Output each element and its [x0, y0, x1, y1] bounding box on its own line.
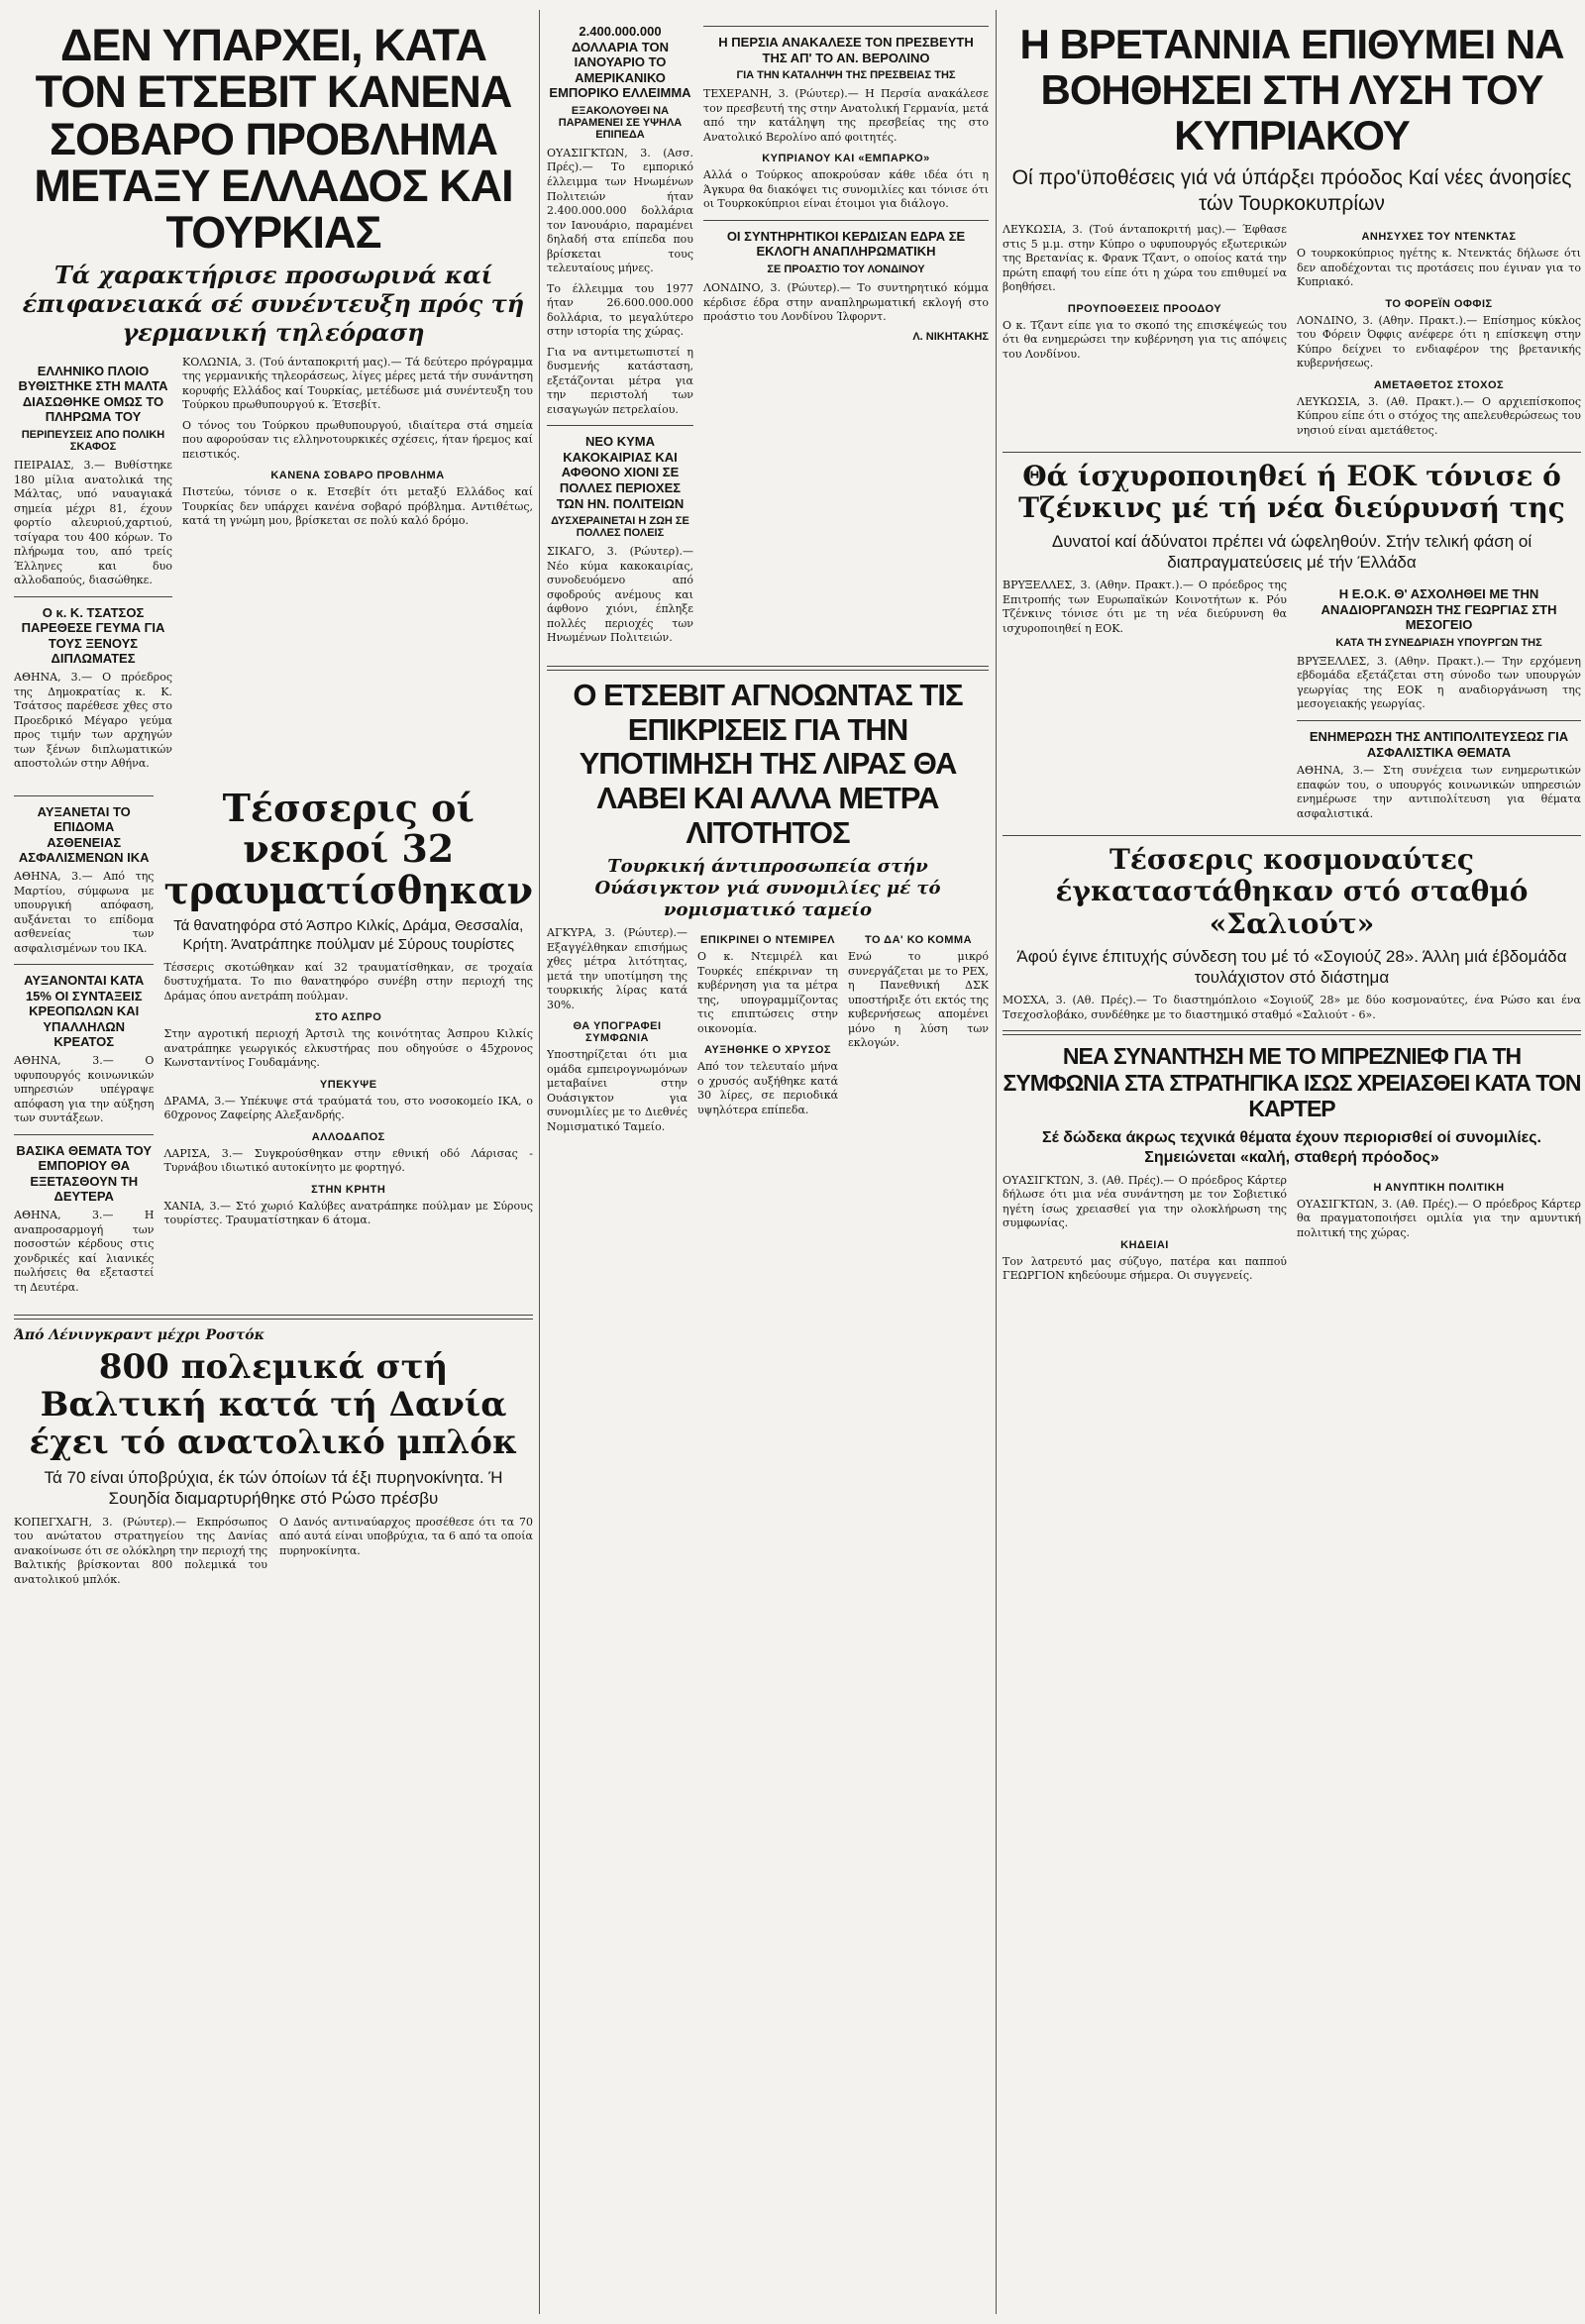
article-text: ΑΘΗΝΑ, 3.— Η αναπροσαρμογή των ποσοστών κέρδους στις χονδρικές καί λιανικές πωλήσεις θα εξεταστεί τη Δευτέρα. [14, 1209, 155, 1294]
divider [1297, 720, 1581, 721]
box-title: Η Ε.Ο.Κ. Θ' ΑΣΧΟΛΗΘΕΙ ΜΕ ΤΗΝ ΑΝΑΔΙΟΡΓΑΝΩΣΗ ΤΗΣ ΓΕΩΡΓΙΑΣ ΣΤΗ ΜΕΣΟΓΕΙΟ [1321, 586, 1557, 633]
main-headline: Η ΒΡΕΤΑΝΝΙΑ ΕΠΙΘΥΜΕΙ ΝΑ ΒΟΗΘΗΣΕΙ ΣΤΗ ΛΥΣΗ ΤΟΥ ΚΥΠΡΙΑΚΟΥ [1019, 21, 1564, 159]
article-text: Υποστηρίζεται ότι μια ομάδα εμπειρογνωμόνων μεταβαίνει στην Ουάσιγκτον για συνομιλίες με το Διεθνές Νομισματικό Ταμείο. [547, 1048, 687, 1133]
article-text: ΚΟΛΩΝΙΑ, 3. (Τού άνταποκριτή μας).— Τά δεύτερο πρόγραμμα της γερμανικής τηλεοράσεως, λίγες μέρες μετά τήν συνάντηση κορυφής Ελλάδος καί Τουρκίας, μετέδωσε μιά συνέντευξη του Τούρκου πρωθυπουργού κ. Έτσεβίτ. [182, 355, 533, 412]
article-kicker: Άπό Λένινγκραντ μέχρι Ροστόκ [14, 1327, 265, 1344]
text-column [1297, 223, 1581, 444]
text-column [1297, 579, 1581, 827]
interheading: ΑΛΛΟΔΑΠΟΣ [311, 1130, 385, 1143]
article-text: ΑΓΚΥΡΑ, 3. (Ρώυτερ).— Εξαγγέλθηκαν επισήμως χθες μέτρα λιτότητας, μετά την υποτίμηση της τουρκικής λίρας κατά 30%. [547, 926, 687, 1011]
text-column [697, 926, 838, 1140]
divider [14, 596, 172, 597]
interheading: ΕΠΙΚΡΙΝΕΙ Ο ΝΤΕΜΙΡΕΛ [700, 934, 835, 947]
sidebar-boxes [14, 356, 172, 778]
article-text: Τέσσερις σκοτώθηκαν καί 32 τραυματίσθηκαν, σε τροχαία δυστυχήματα. Το πιο θανατηφόρο συνέβη στην περιοχή της Δράμας όπου ανετράπη πούλμαν. [163, 960, 533, 1003]
article-text: ΑΘΗΝΑ, 3.— Από της Μαρτίου, σύμφωνα με υπουργική απόφαση, αυξάνεται το επίδομα ασθενείας των ασφαλισμένων του ΙΚΑ. [14, 870, 155, 955]
interheading: ΑΝΗΣΥΧΕΣ ΤΟΥ ΝΤΕΝΚΤΑΣ [1361, 231, 1517, 244]
divider [1003, 1030, 1581, 1035]
accidents-article [163, 785, 533, 1301]
article-text: Ο τόνος του Τούρκου πρωθυπουργού, ιδιαίτερα στά σημεία που αφορούσαν τις ελληνοτουρκικές σχέσεις, ήταν ήρεμος καί πειστικός. [182, 418, 533, 461]
article-text: ΛΕΥΚΩΣΙΑ, 3. (Τού άνταποκριτή μας).— Έφθασε στις 5 μ.μ. στην Κύπρο ο υφυπουργός εξωτερικών της Βρετανίας κ. Φρανκ Τζαντ, ο οποίος κατά την πρώτη επαφή του είπε ότι η χώρα του επιθυμεί να βοηθήσει. [1003, 223, 1287, 294]
box-title: 2.400.000.000 ΔΟΛΛΑΡΙΑ ΤΟΝ ΙΑΝΟΥΑΡΙΟ ΤΟ ΑΜΕΡΙΚΑΝΙΚΟ ΕΜΠΟΡΙΚΟ ΕΛΛΕΙΜΜΑ [549, 24, 691, 101]
box-title: Ο κ. Κ. ΤΣΑΤΣΟΣ ΠΑΡΕΘΕΣΕ ΓΕΥΜΑ ΓΙΑ ΤΟΥΣ ΞΕΝΟΥΣ ΔΙΠΛΩΜΑΤΕΣ [21, 604, 165, 667]
article-text: ΧΑΝΙΑ, 3.— Στό χωριό Καλύβες ανατράπηκε πούλμαν με Σύρους τουρίστες. Τραυματίστηκαν 6 άτομα. [163, 1199, 533, 1227]
ecevit-subheadline: Τουρκική άντιπροσωπεία στήν Ούάσιγκτον γιά συνομιλίες μέ τό νομισματικό ταμείο [594, 856, 941, 920]
article-text: Ενώ το μικρό συνεργάζεται με το ΡΕΧ, η Πανεθνική ΔΣΚ υποστήριξε ότι εκτός της κυβερνήσεως απομένει μόνο η λύση των εκλογών. [848, 950, 989, 1050]
divider [14, 795, 154, 796]
article-text: Τον λατρευτό μας σύζυγο, πατέρα και παππού ΓΕΩΡΓΙΟΝ κηδεύουμε σήμερα. Οι συγγενείς. [1003, 1254, 1287, 1283]
interheading: Η ΑΝΥΠΤΙΚΗ ΠΟΛΙΤΙΚΗ [1373, 1181, 1505, 1194]
divider [14, 1134, 154, 1135]
left-section [14, 0, 533, 2324]
baltic-subheadline: Τά 70 είναι ύποβρύχια, έκ τών όποίων τά έξι πυρηνοκίνητα. Ή Σουηδία διαμαρτυρήθηκε στό Ρώσο πρέσβυ [44, 1468, 503, 1509]
box-subtitle: ΓΙΑ ΤΗΝ ΚΑΤΑΛΗΨΗ ΤΗΣ ΠΡΕΣΒΕΙΑΣ ΤΗΣ [736, 69, 956, 82]
ecevit-columns [547, 926, 989, 1140]
box-title: ΕΛΛΗΝΙΚΟ ΠΛΟΙΟ ΒΥΘΙΣΤΗΚΕ ΣΤΗ ΜΑΛΤΑ ΔΙΑΣΩΘΗΚΕ ΟΜΩΣ ΤΟ ΠΛΗΡΩΜΑ ΤΟΥ [18, 363, 168, 425]
article-text: ΔΡΑΜΑ, 3.— Υπέκυψε στά τραύματά του, στο νοσοκομείο ΙΚΑ, ο 60χρονος Ζαφείρης Αλεξανδρής. [163, 1094, 533, 1122]
main-subheadline: Οί προ'ϋποθέσεις γιά νά ύπάρξει πρόοδος Καί νέες άνοησίες τών Τουρκοκυπρίων [1011, 165, 1572, 215]
main-headline: ΔΕΝ ΥΠΑΡΧΕΙ, ΚΑΤΑ ΤΟΝ ΕΤΣΕΒΙΤ ΚΑΝΕΝΑ ΣΟΒΑΡΟ ΠΡΟΒΛΗΜΑ ΜΕΤΑΞΥ ΕΛΛΑΔΟΣ ΚΑΙ ΤΟΥΡΚΙΑΣ [34, 20, 513, 258]
article-headline: Τέσσερις οί νεκροί 32 τραυματίσθηκαν [163, 785, 533, 913]
interheading: ΠΡΟΥΠΟΘΕΣΕΙΣ ΠΡΟΟΔΟΥ [1067, 302, 1222, 315]
right-section [1003, 0, 1581, 2324]
article-text: Πιστεύω, τόνισε ο κ. Ετσεβίτ ότι μεταξύ Ελλάδος καί Τουρκίας δεν υπάρχει κανένα σοβαρό πρόβλημα. Αντιθέτως, κατά τη γνώμη μου, βρίσκεται σε πολύ καλό δρόμο. [182, 485, 533, 528]
mid-columns [14, 785, 533, 1301]
article-text: Αλλά ο Τούρκος αποκρούσαν κάθε ιδέα ότι η Άγκυρα θα διακόψει τις συνομιλίες και τόνισε ότι οι Τουρκοκύπριοι είναι έτοιμοι για διάλογο. [703, 168, 989, 211]
article-text: ΛΟΝΔΙΝΟ, 3. (Αθην. Πρακτ.).— Επίσημος κύκλος του Φόρειν Όφφις ανέφερε ότι η επίσκεψη στην Κύπρο δείχνει το ενδιαφέρον της βρετανικής κυβερνήσεως. [1297, 313, 1581, 370]
byline: Λ. ΝΙΚΗΤΑΚΗΣ [912, 330, 989, 343]
interheading: ΥΠΕΚΥΨΕ [319, 1078, 377, 1091]
article-text: ΠΕΙΡΑΙΑΣ, 3.— Βυθίστηκε 180 μίλια ανατολικά της Μάλτας, υπό ναυαγιακά σημεία μέχρι 81, έχουν φορτίο αλευριού,χαρτιού, τσίγαρα του 400 κόρων. Το πλήρωμα του, από τρείς Έλληνες και δυο αλλοδαπούς, διασώθηκε. [14, 459, 172, 587]
interheading: ΤΟ ΦΟΡΕΪΝ ΟΦΦΙΣ [1385, 297, 1493, 310]
box-title: ΕΝΗΜΕΡΩΣΗ ΤΗΣ ΑΝΤΙΠΟΛΙΤΕΥΣΕΩΣ ΓΙΑ ΑΣΦΑΛΙΣΤΙΚΑ ΘΕΜΑΤΑ [1309, 728, 1569, 760]
eok-headline: Θά ίσχυροποιηθεί ή ΕΟΚ τόνισε ό Τζένκινς μέ τή νέα διεύρυνσή της [1018, 460, 1565, 525]
article-text: Ο τουρκοκύπριος ηγέτης κ. Ντενκτάς δήλωσε ότι δεν αποδέχονται τις προτάσεις που έγιναν για το Κυπριακό. [1297, 247, 1581, 289]
divider [1003, 452, 1581, 453]
article-subheadline: Τά θανατηφόρα στό Άσπρο Κιλκίς, Δράμα, Θεσσαλία, Κρήτη. Άνατράπηκε πούλμαν μέ Σύρους τουρίστες [173, 917, 524, 953]
interheading: ΘΑ ΥΠΟΓΡΑΦΕΙ ΣΥΜΦΩΝΙΑ [573, 1020, 662, 1045]
article-text: ΒΡΥΞΕΛΛΕΣ, 3. (Αθην. Πρακτ.).— Ο πρόεδρος της Επιτροπής των Ευρωπαϊκών Κοινοτήτων κ. Ρόυ Τζένκινς τόνισε ότι με τη νέα διεύρυνση θα ισχυροποιηθεί η ΕΟΚ. [1003, 579, 1287, 635]
divider [14, 1315, 533, 1320]
article-text: Ο κ. Τζαντ είπε για το σκοπό της επισκέψεώς του ότι θα ενημερώσει την κυβέρνηση για τις απόψεις του Λονδίνου. [1003, 318, 1287, 361]
box-subtitle: ΚΑΤΑ ΤΗ ΣΥΝΕΔΡΙΑΣΗ ΥΠΟΥΡΓΩΝ ΤΗΣ [1335, 636, 1542, 649]
interheading: ΣΤΟ ΑΣΠΡΟ [315, 1011, 382, 1024]
article-text: ΑΘΗΝΑ, 3.— Ο υφυπουργός κοινωνικών υπηρεσιών υπέγραψε απόφαση για την αύξηση των συντάξεων. [14, 1054, 155, 1125]
baltic-headline: 800 πολεμικά στή Βαλτική κατά τή Δανία έχει τό ανατολικό μπλόκ [29, 1346, 518, 1463]
article-text: Στην αγροτική περιοχή Άρτσιλ της κοινότητας Άσπρου Κιλκίς ανατράπηκε γεωργικός ελκυστήρας που οδηγούσε ο 45χρονος Κωνσταντίνος Γουδαμάνης. [163, 1027, 533, 1070]
divider [547, 425, 693, 426]
article-text: ΟΥΑΣΙΓΚΤΩΝ, 3. (Ασσ. Πρές).— Το εμπορικό έλλειμμα των Ηνωμένων Πολιτειών ήταν 2.400.000.000 δολλάρια τον Ιανουάριο, παραμένει δηλαδή στα επίπεδα που βρίσκεται τους τελευταίους μήνες. [547, 146, 693, 275]
cyprus-columns [1003, 223, 1581, 444]
article-text: ΒΡΥΞΕΛΛΕΣ, 3. (Αθην. Πρακτ.).— Την ερχόμενη εβδομάδα εξετάζεται στη σύνοδο των υπουργών γεωργίας της ΕΟΚ η αναδιοργάνωση της μεσογειακής γεωργίας. [1297, 654, 1581, 711]
article-text: ΛΑΡΙΣΑ, 3.— Συγκρούσθηκαν στην εθνική οδό Λάρισας - Τυρνάβου ιδιωτικό αυτοκίνητο με φορτηγό. [163, 1146, 533, 1175]
interheading: ΚΗΔΕΙΑΙ [1120, 1238, 1169, 1251]
text-column [1003, 1174, 1287, 1290]
main-subheadline: Τά χαρακτήρισε προσωρινά καί έπιφανειακά σέ συνέντευξη πρός τή γερμανική τηλεόραση [22, 261, 525, 347]
article-text: Ο κ. Ντεμιρέλ και Τουρκές επέκριναν τη κυβέρνηση για τα μέτρα της, υπογραμμίζοντας τις επιπτώσεις στην οικονομία. [697, 950, 838, 1035]
box-title: Η ΠΕΡΣΙΑ ΑΝΑΚΑΛΕΣΕ ΤΟΝ ΠΡΕΣΒΕΥΤΗ ΤΗΣ ΑΠ' ΤΟ ΑΝ. ΒΕΡΟΛΙΝΟ [718, 35, 974, 65]
article-text: ΟΥΑΣΙΓΚΤΩΝ, 3. (Αθ. Πρές).— Ο πρόεδρος Κάρτερ θα πραγματοποιήσει ομιλία για την αμυντική πολιτική της χώρας. [1297, 1197, 1581, 1239]
cosmonauts-headline: Τέσσερις κοσμοναύτες έγκαταστάθηκαν στό σταθμό «Σαλιούτ» [1055, 843, 1529, 940]
column-divider [539, 10, 540, 2314]
column-divider [996, 10, 997, 2314]
box-title: ΑΥΞΑΝΟΝΤΑΙ ΚΑΤΑ 15% ΟΙ ΣΥΝΤΑΞΕΙΣ ΚΡΕΟΠΩΛΩΝ ΚΑΙ ΥΠΑΛΛΗΛΩΝ ΚΡΕΑΤΟΣ [24, 973, 145, 1050]
top-columns [14, 356, 533, 778]
article-text: ΜΟΣΧΑ, 3. (Αθ. Πρές).— Το διαστημόπλοιο «Σογιούζ 28» με δύο κοσμοναύτες, ένα Ρώσο και ένα Τσεχοσλοβάκο, συνδέθηκε με το διαστημικό σταθμό «Σαλιούτ - 6». [1003, 994, 1581, 1021]
interheading: ΣΤΗΝ ΚΡΗΤΗ [311, 1183, 386, 1196]
center-top [547, 0, 989, 652]
article-text: Για να αντιμετωπιστεί η δυσμενής κατάσταση, εξετάζονται μέτρα για την περιστολή των εισαγωγών πετρελαίου. [547, 345, 693, 416]
lead-article-body [182, 356, 533, 778]
article-text: Από τον τελευταίο μήνα ο χρυσός αυξήθηκε κατά 30 λίρες, σε περιοδικά υψηλότερα επίπεδα. [697, 1060, 838, 1116]
article-text: ΤΕΧΕΡΑΝΗ, 3. (Ρώυτερ).— Η Περσία ανακάλεσε τον πρεσβευτή της στην Ανατολική Γερμανία, μετά από την κατάληψη της πρεσβείας της στο Ανατολικό Βερολίνο από φοιτητές. [703, 87, 989, 144]
divider [703, 26, 989, 27]
center-left-column [547, 0, 693, 652]
interheading: ΑΥΞΗΘΗΚΕ Ο ΧΡΥΣΟΣ [703, 1044, 832, 1057]
interheading: ΚΑΝΕΝΑ ΣΟΒΑΡΟ ΠΡΟΒΛΗΜΑ [270, 470, 445, 482]
text-column [1003, 579, 1287, 827]
center-right-column [703, 0, 989, 652]
article-text: Ο Δανός αντιναύαρχος προσέθεσε ότι τα 70 από αυτά είναι υποβρύχια, τα 6 από τα οποία πυρηνοκίνητα. [279, 1515, 533, 1557]
divider [14, 964, 154, 965]
text-column [1003, 223, 1287, 444]
brezhnev-columns [1003, 1174, 1581, 1290]
article-text: ΑΘΗΝΑ, 3.— Ο πρόεδρος της Δημοκρατίας κ. Κ. Τσάτσος παρέθεσε χθες στο Προεδρικό Μέγαρο γεύμα προς τιμήν των αρχηγών των ξένων διπλωματικών αποστολών στην Αθήνα. [14, 671, 172, 771]
brezhnev-headline: ΝΕΑ ΣΥΝΑΝΤΗΣΗ ΜΕ ΤΟ ΜΠΡΕΖΝΙΕΦ ΓΙΑ ΤΗ ΣΥΜΦΩΝΙΑ ΣΤΑ ΣΤΡΑΤΗΓΙΚΑ ΙΣΩΣ ΧΡΕΙΑΣΘΕΙ ΚΑΤΑ ΤΟΝ ΚΑΡΤΕΡ [1003, 1043, 1581, 1122]
divider [1003, 835, 1581, 836]
box-subtitle: ΕΞΑΚΟΛΟΥΘΕΙ ΝΑ ΠΑΡΑΜΕΝΕΙ ΣΕ ΥΨΗΛΑ ΕΠΙΠΕΔΑ [558, 104, 683, 141]
box-title: ΒΑΣΙΚΑ ΘΕΜΑΤΑ ΤΟΥ ΕΜΠΟΡΙΟΥ ΘΑ ΕΞΕΤΑΣΘΟΥΝ ΤΗ ΔΕΥΤΕΡΑ [16, 1142, 153, 1205]
interheading: ΤΟ ΔΑ' ΚΟ ΚΟΜΜΑ [864, 934, 973, 947]
text-column [1297, 1174, 1581, 1290]
article-text: ΟΥΑΣΙΓΚΤΩΝ, 3. (Αθ. Πρές).— Ο πρόεδρος Κάρτερ δήλωσε ότι μια νέα συνάντηση με τον Σοβιετικό ηγέτη ίσως χρειασθεί για την ολοκλήρωση της συμφωνίας. [1003, 1173, 1287, 1230]
ecevit-headline: Ο ΕΤΣΕΒΙΤ ΑΓΝΟΩΝΤΑΣ ΤΙΣ ΕΠΙΚΡΙΣΕΙΣ ΓΙΑ ΤΗΝ ΥΠΟΤΙΜΗΣΗ ΤΗΣ ΛΙΡΑΣ ΘΑ ΛΑΒΕΙ ΚΑΙ ΑΛΛΑ ΜΕΤΡΑ ΛΙΤΟΤΗΤΟΣ [573, 677, 963, 850]
brezhnev-subheadline: Σέ δώδεκα άκρως τεχνικά θέματα έχουν περιορισθεί οί συνομιλίες. Σημειώνεται «καλή, σταθερή πρόοδος» [1041, 1128, 1541, 1166]
article-text: ΛΟΝΔΙΝΟ, 3. (Ρώυτερ).— Το συντηρητικό κόμμα κέρδισε έδρα στην αναπληρωματική εκλογή στο προάστιο του Λονδίνου Ίλφορντ. [703, 280, 989, 324]
article-text: ΑΘΗΝΑ, 3.— Στη συνέχεια των ενημερωτικών επαφών του, ο υπουργός κοινωνικών υπηρεσιών ενημέρωσε την αντιπολίτευση για θέματα ασφαλιστικά. [1297, 764, 1581, 820]
box-subtitle: ΔΥΣΧΕΡΑΙΝΕΤΑΙ Η ΖΩΗ ΣΕ ΠΟΛΛΕΣ ΠΟΛΕΙΣ [551, 515, 689, 540]
divider [703, 220, 989, 221]
box-subtitle: ΠΕΡΙΠΕΥΣΕΙΣ ΑΠΟ ΠΟΛΙΚΗ ΣΚΑΦΟΣ [21, 429, 165, 454]
cosmonauts-subheadline: Άφού έγινε έπιτυχής σύνδεση του μέ τό «Σογιούζ 28». Άλλη μιά έβδομάδα τουλάχιστον στό διάστημα [1016, 946, 1567, 987]
box-title: ΝΕΟ ΚΥΜΑ ΚΑΚΟΚΑΙΡΙΑΣ ΚΑΙ ΑΦΘΟΝΟ ΧΙΟΝΙ ΣΕ ΠΟΛΛΕΣ ΠΕΡΙΟΧΕΣ ΤΩΝ ΗΝ. ΠΟΛΙΤΕΙΩΝ [556, 434, 685, 511]
text-column [547, 926, 687, 1140]
interheading: ΚΥΠΡΙΑΝΟΥ ΚΑΙ «ΕΜΠΑΡΚΟ» [762, 153, 930, 165]
box-subtitle: ΣΕ ΠΡΟΑΣΤΙΟ ΤΟΥ ΛΟΝΔΙΝΟΥ [767, 263, 925, 275]
center-section [547, 0, 989, 2324]
baltic-columns [14, 1516, 533, 1594]
eok-subheadline: Δυνατοί καί άδύνατοι πρέπει νά ώφεληθούν. Στήν τελική φάση οί διαπραγματεύσεις μέ τήν Έλλάδα [1051, 531, 1532, 572]
article-text: ΛΕΥΚΩΣΙΑ, 3. (Αθ. Πρακτ.).— Ο αρχιεπίσκοπος Κύπρου είπε ότι ο στόχος της απελευθερώσεως του νησιού είναι αμετάθετος. [1297, 394, 1581, 437]
article-text: ΣΙΚΑΓΟ, 3. (Ρώυτερ).— Νέο κύμα κακοκαιρίας, συνοδευόμενο από σφοδρούς ανέμους και άφθονο χιόνι, έπληξε πολλές περιοχές των Ηνωμένων Πολιτειών. [547, 545, 693, 645]
box-title: ΟΙ ΣΥΝΤΗΡΗΤΙΚΟΙ ΚΕΡΔΙΣΑΝ ΕΔΡΑ ΣΕ ΕΚΛΟΓΗ ΑΝΑΠΛΗΡΩΜΑΤΙΚΗ [726, 228, 966, 260]
sidebar-boxes [14, 788, 154, 1301]
interheading: ΑΜΕΤΑΘΕΤΟΣ ΣΤΟΧΟΣ [1373, 378, 1505, 391]
divider [547, 666, 989, 671]
article-text: Το έλλειμμα του 1977 ήταν 26.600.000.000 δολλάρια, το μεγαλύτερο στην ιστορία της χώρας. [547, 281, 693, 339]
box-title: ΑΥΞΑΝΕΤΑΙ ΤΟ ΕΠΙΔΟΜΑ ΑΣΘΕΝΕΙΑΣ ΑΣΦΑΛΙΣΜΕΝΩΝ ΙΚΑ [18, 803, 150, 866]
eok-columns [1003, 579, 1581, 827]
text-column [848, 926, 989, 1140]
article-text: ΚΟΠΕΓΧΑΓΗ, 3. (Ρώυτερ).— Εκπρόσωπος του ανώτατου στρατηγείου της Δανίας ανακοίνωσε ότι σε ολόκληρη την περιοχή της Βαλτικής βρίσκονται 800 πολεμικά του ανατολικού μπλόκ. [14, 1515, 267, 1586]
